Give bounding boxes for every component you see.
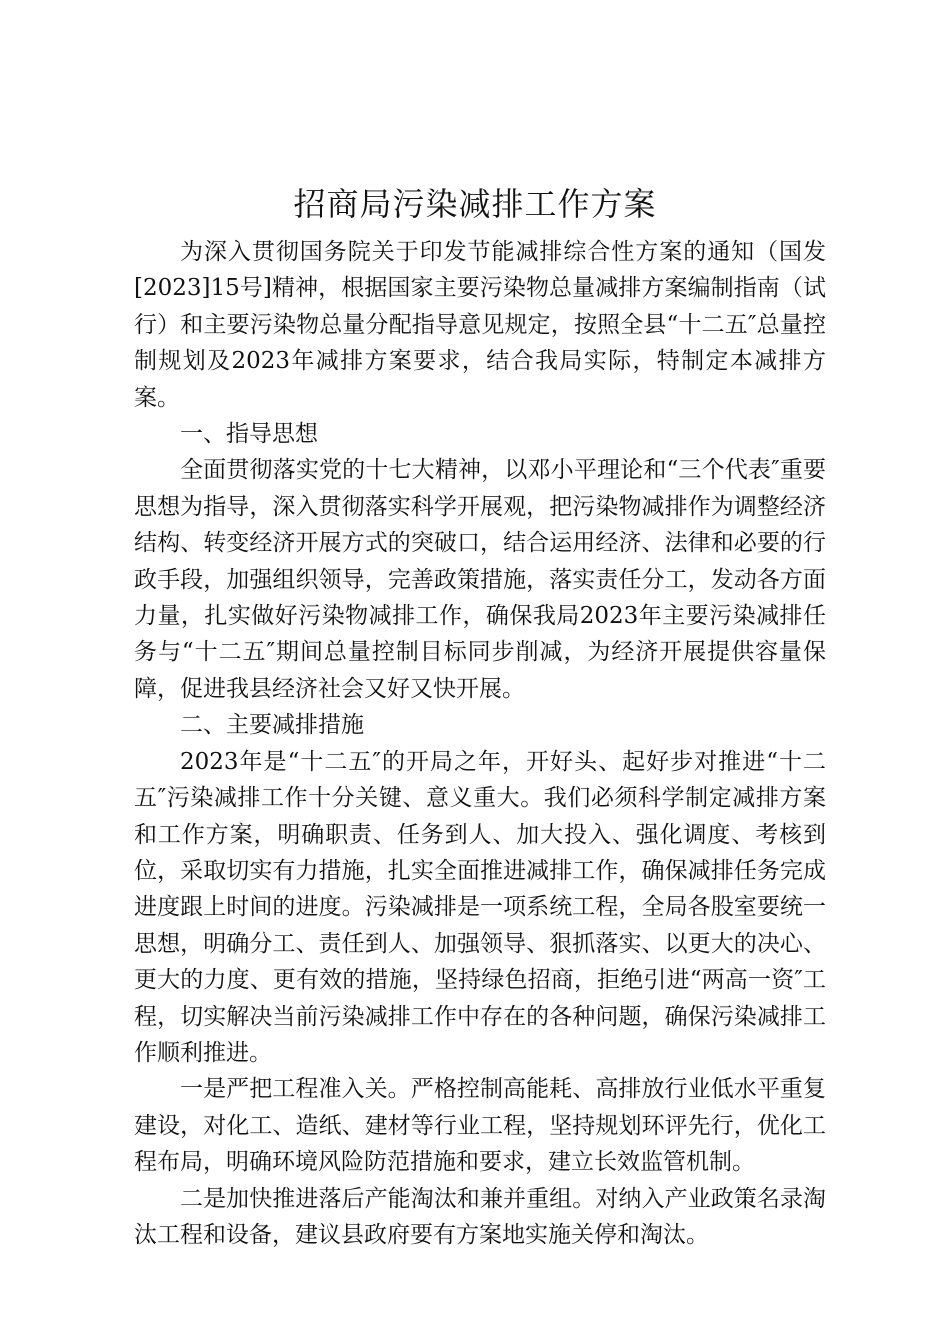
section-heading-main-measures: 二、主要减排措施 [180, 712, 364, 739]
document-body [134, 234, 826, 1253]
main-measures-paragraph: 2023年是“十二五″的开局之年，开好头、起好步对推进“十二五″污染减排工作十分关键、意义重大。我们必须科学制定减排方案和工作方案，明确职责、任务到人、加大投入、强化调度、考核到位，采取切实有力措施，扎实全面推进减排工作，确保减排任务完成进度跟上时间的进度。污染减排是一项系统工程，全局各股室要统一思想，明确分工、责任到人、加强领导、狠抓落实、以更大的决心、更大的力度、更有效的措施，坚持绿色招商，拒绝引进“两高一资″工程，切实解决当前污染减排工作中存在的各种问题，确保污染减排工作顺利推进。 [134, 748, 826, 1066]
measure-one-paragraph: 一是严把工程准入关。严格控制高能耗、高排放行业低水平重复建设，对化工、造纸、建材等行业工程，坚持规划环评先行，优化工程布局，明确环境风险防范措施和要求，建立长效监管机制。 [134, 1076, 826, 1176]
intro-paragraph: 为深入贯彻国务院关于印发节能减排综合性方案的通知（国发[2023]15号]精神，根据国家主要污染物总量减排方案编制指南（试行）和主要污染物总量分配指导意见规定，按照全县“十二五″总量控制规划及2023年减排方案要求，结合我局实际，特制定本减排方案。 [134, 239, 826, 411]
section-heading-guiding-ideology: 一、指导思想 [180, 421, 318, 448]
measure-two-paragraph: 二是加快推进落后产能淘汰和兼并重组。对纳入产业政策名录淘汰工程和设备，建议县政府要有方案地实施关停和淘汰。 [134, 1185, 826, 1248]
document-title: 招商局污染减排工作方案 [293, 185, 657, 223]
guiding-ideology-paragraph: 全面贯彻落实党的十七大精神，以邓小平理论和“三个代表″重要思想为指导，深入贯彻落实科学开展观，把污染物减排作为调整经济结构、转变经济开展方式的突破口，结合运用经济、法律和必要的行政手段，加强组织领导，完善政策措施，落实责任分工，发动各方面力量，扎实做好污染物减排工作，确保我局2023年主要污染减排任务与“十二五″期间总量控制目标同步削减，为经济开展提供容量保障，促进我县经济社会又好又快开展。 [134, 457, 826, 702]
